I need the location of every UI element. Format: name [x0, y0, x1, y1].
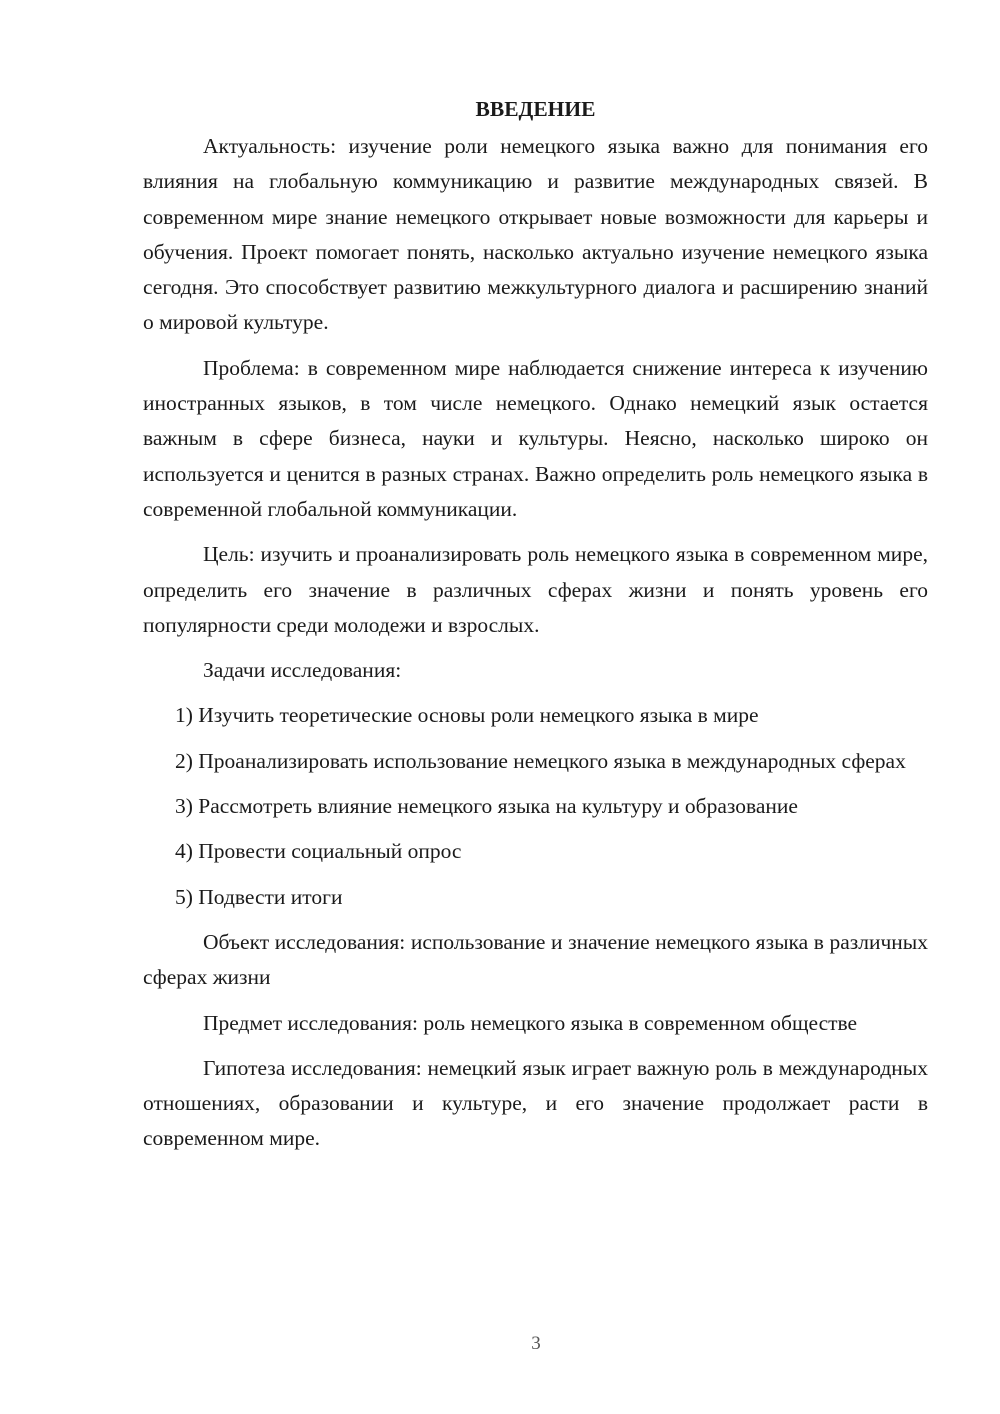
page-number: 3 — [531, 1333, 541, 1354]
subject-paragraph: Предмет исследования: роль немецкого языка в современном обществе — [203, 1010, 858, 1035]
goal-paragraph: Цель: изучить и проанализировать роль немецкого языка в современном мире, определить его значение в различных сферах жизни и понять уровень его популярности среди молодежи и взрослых. — [143, 542, 928, 637]
document-page — [143, 92, 928, 1167]
object-paragraph: Объект исследования: использование и значение немецкого языка в различных сферах жизни — [143, 929, 928, 990]
tasks-heading: Задачи исследования: — [203, 658, 402, 683]
page-title: ВВЕДЕНИЕ — [475, 97, 596, 121]
hypothesis-paragraph: Гипотеза исследования: немецкий язык играет важную роль в международных отношениях, образовании и культуре, и его значение продолжает расти в современном мире. — [143, 1055, 928, 1151]
task-item-3: 3) Рассмотреть влияние немецкого языка на культуру и образование — [175, 794, 798, 819]
task-item-5: 5) Подвести итоги — [175, 884, 343, 909]
problem-paragraph: Проблема: в современном мире наблюдается снижение интереса к изучению иностранных языков, в том числе немецкого. Однако немецкий язык остается важным в сфере бизнеса, науки и культуры. Неясно, насколько широко он используется и ценится в разных странах. Важно определить роль немецкого языка в современной глобальной коммуникации. — [143, 355, 928, 521]
task-item-2: 2) Проанализировать использование немецкого языка в международных сферах — [175, 748, 906, 773]
task-item-4: 4) Провести социальный опрос — [175, 839, 462, 864]
actuality-paragraph: Актуальность: изучение роли немецкого языка важно для понимания его влияния на глобальную коммуникацию и развитие международных связей. В современном мире знание немецкого открывает новые возможности для карьеры и обучения. Проект помогает понять, насколько актуально изучение немецкого языка сегодня. Это способствует развитию межкультурного диалога и расширению знаний о мировой культуре. — [143, 134, 928, 335]
task-item-1: 1) Изучить теоретические основы роли немецкого языка в мире — [175, 703, 759, 728]
